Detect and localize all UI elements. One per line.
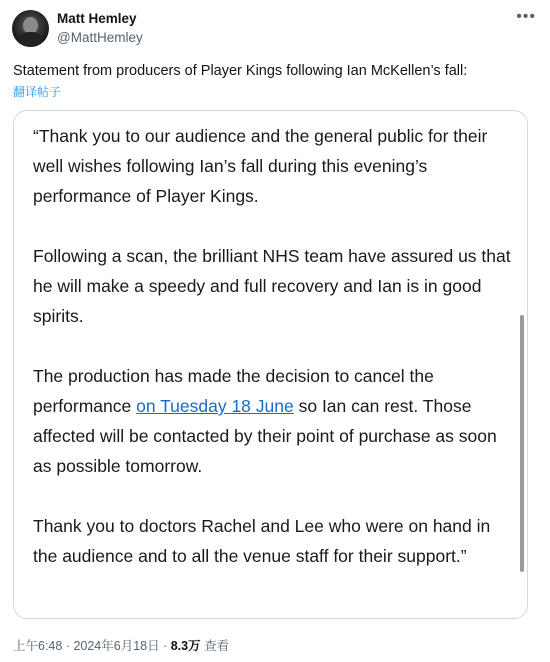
statement-image[interactable] [13, 110, 528, 619]
statement-paragraph-3-start: The production has made the decision to cancel the performance [33, 366, 434, 416]
statement-paragraph-1: “Thank you to our audience and the general public for their well wishes following Ian’s fall during this evening’s performance of Player Kings. [33, 126, 488, 206]
avatar[interactable] [12, 10, 49, 47]
tweet-header [12, 8, 538, 48]
meta-separator: · [159, 639, 171, 653]
avatar-body [18, 32, 43, 47]
tweet-meta [13, 636, 229, 654]
views-label: 查看 [200, 639, 230, 653]
post-time[interactable]: 上午6:48 [13, 639, 63, 653]
statement-paragraph-3 [33, 361, 513, 481]
views-count: 8.3万 [170, 639, 201, 653]
post-date[interactable]: 2024年6月18日 [73, 639, 160, 653]
statement-paragraph-2: Following a scan, the brilliant NHS team have assured us that he will make a speedy and full recovery and Ian is in good spirits. [33, 246, 511, 326]
meta-separator: · [62, 639, 74, 653]
statement-text [33, 121, 513, 601]
translate-post-link[interactable]: 翻译帖子 [13, 85, 62, 99]
date-link[interactable]: on Tuesday 18 June [136, 396, 294, 416]
statement-paragraph-4: Thank you to doctors Rachel and Lee who were on hand in the audience and to all the venue staff for their support.” [33, 516, 491, 566]
author-name[interactable]: Matt Hemley [57, 11, 137, 26]
scrollbar[interactable] [520, 315, 524, 572]
statement-paragraph-3-end: so Ian can rest. Those affected will be contacted by their point of purchase as soon as possible tomorrow. [33, 396, 497, 476]
author-handle[interactable]: @MattHemley [57, 30, 143, 45]
more-horizontal-icon[interactable]: ••• [516, 8, 536, 25]
tweet-text: Statement from producers of Player Kings following Ian McKellen’s fall: [13, 63, 468, 79]
